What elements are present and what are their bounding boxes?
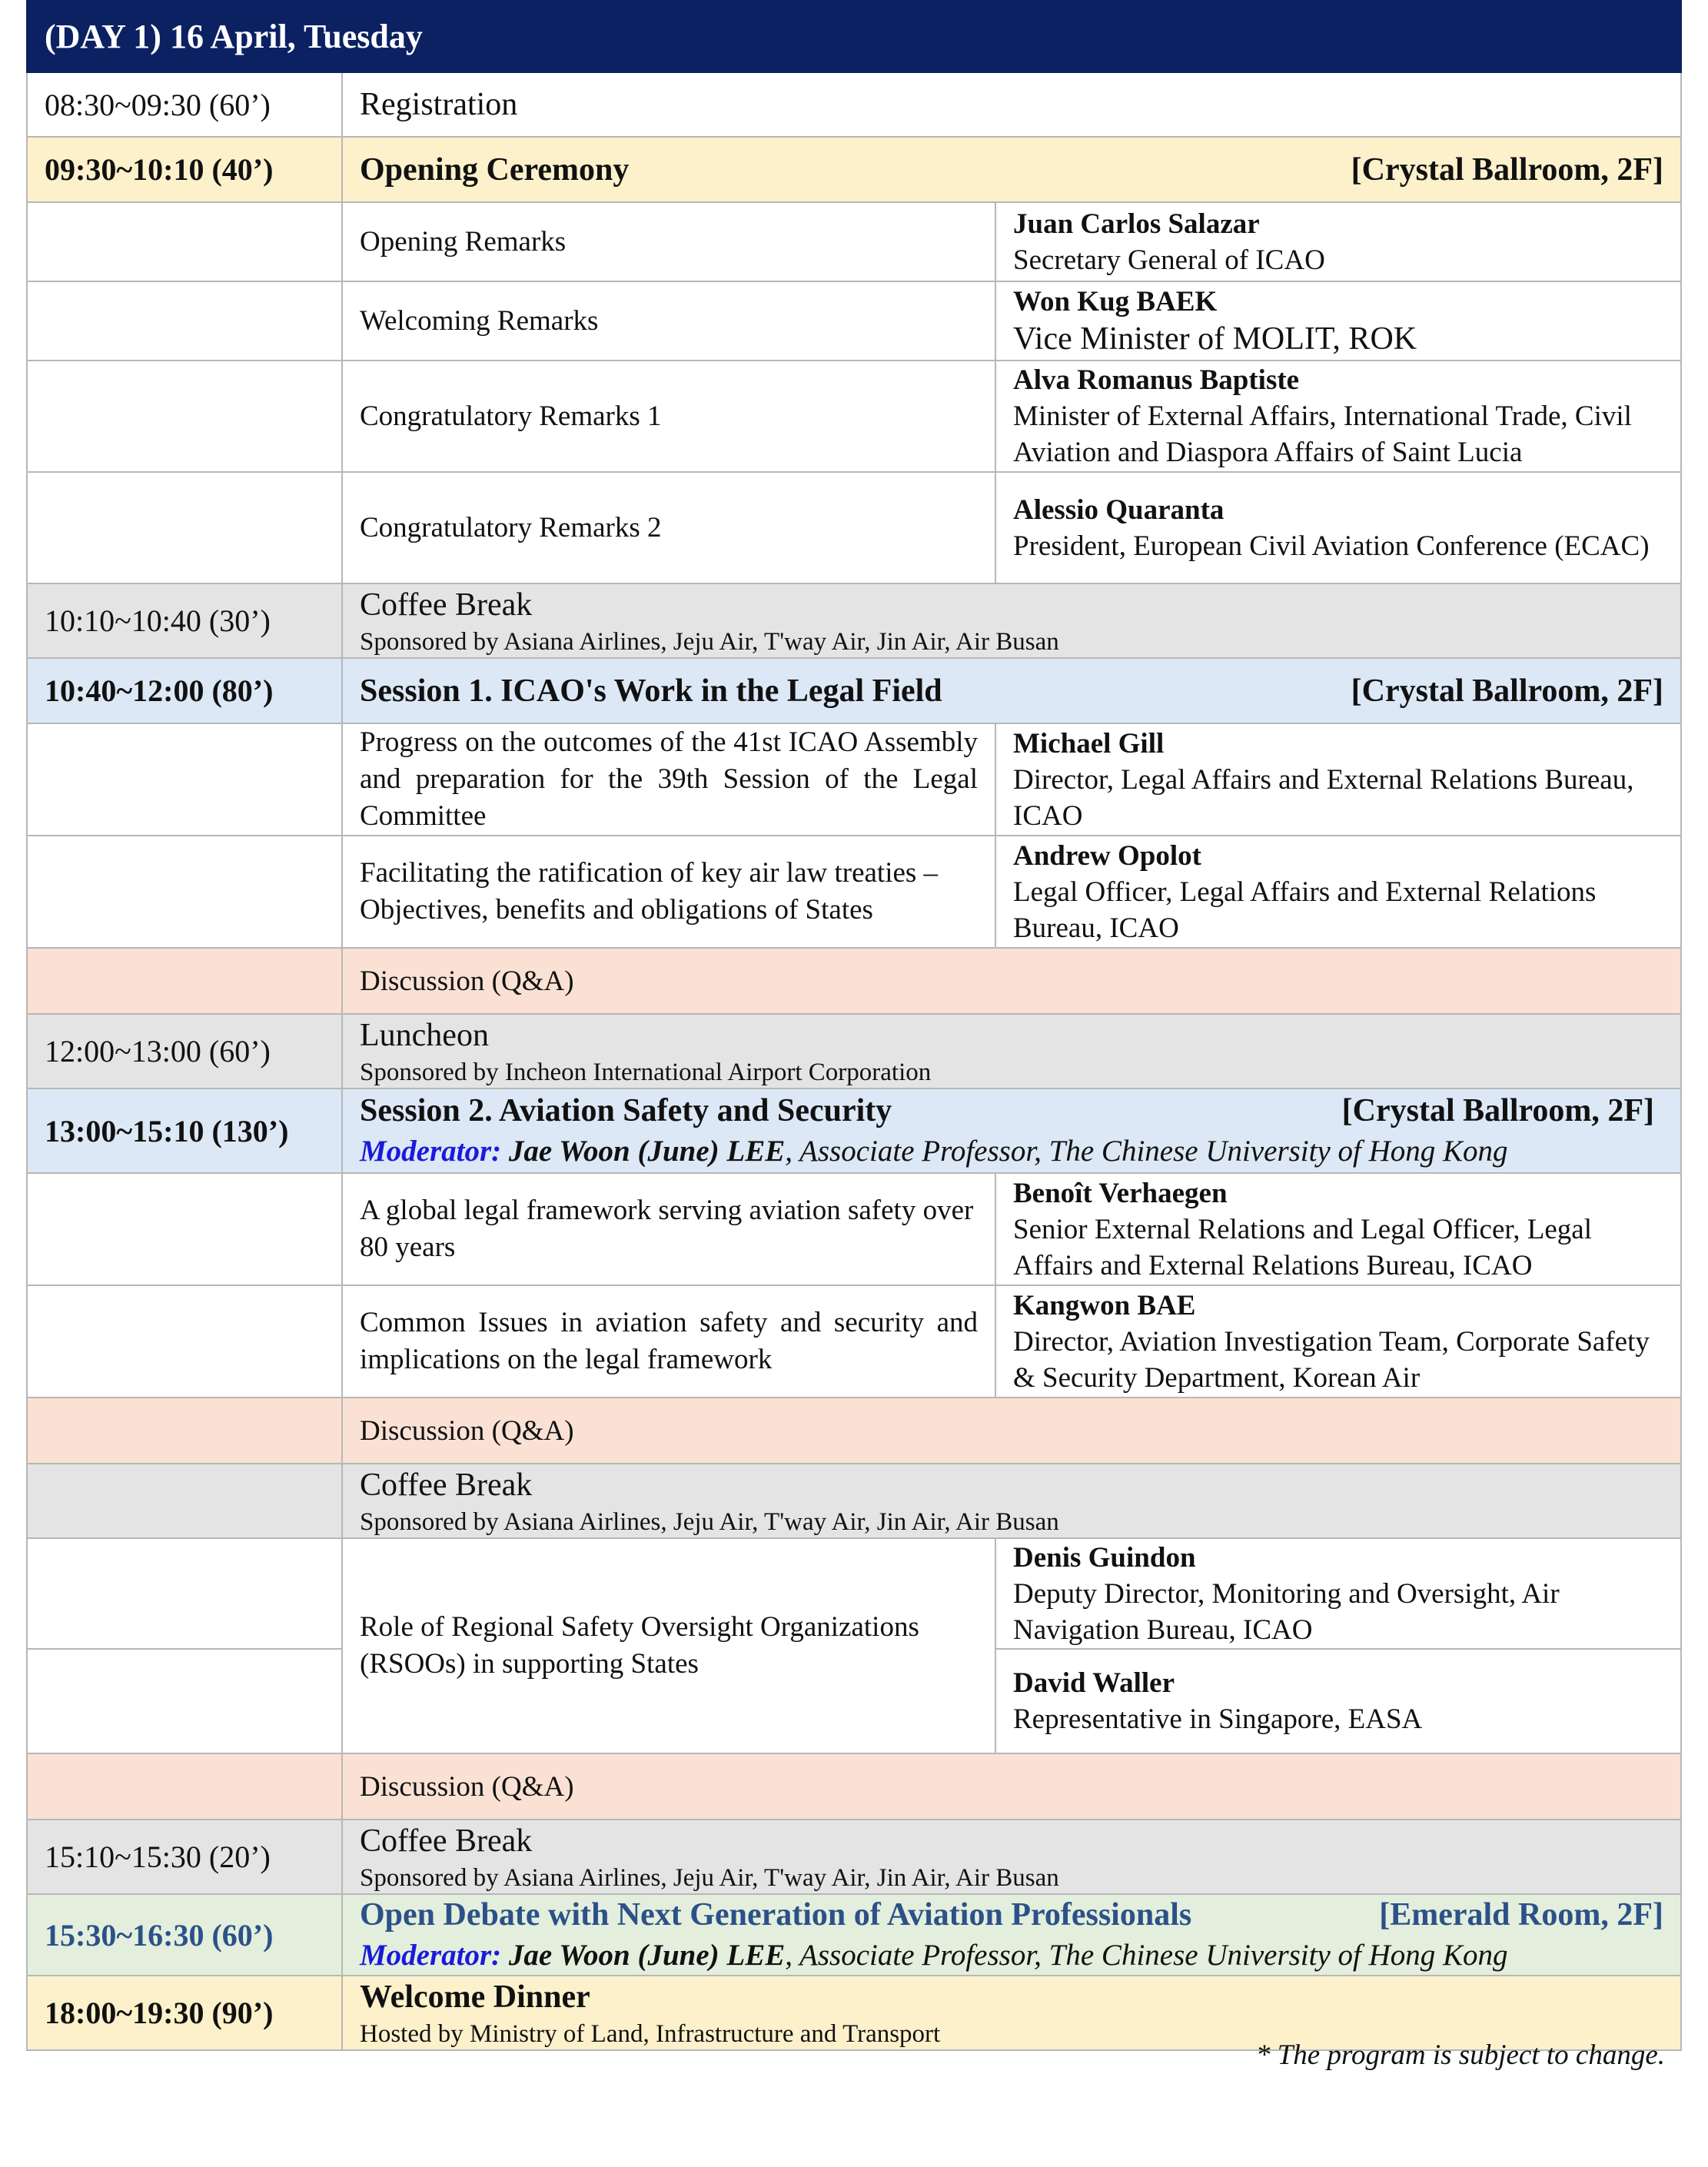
- item-title: Progress on the outcomes of the 41st ICAO Assembly and preparation for the 39th Session of the Legal Committee: [343, 724, 996, 835]
- schedule-table: [26, 0, 1682, 2051]
- speaker-cell: [996, 724, 1680, 835]
- moderator-name: Jae Woon (June) LEE: [508, 1939, 786, 1972]
- speaker-role: Deputy Director, Monitoring and Oversight, Air Navigation Bureau, ICAO: [1013, 1577, 1560, 1646]
- sponsor-text: Sponsored by Asiana Airlines, Jeju Air, T'way Air, Jin Air, Air Busan: [360, 1507, 1059, 1536]
- session-title: Session 2. Aviation Safety and Security: [360, 1093, 892, 1128]
- row-coffee-break-2: [26, 1464, 1682, 1539]
- row-opening-remarks: [26, 203, 1682, 282]
- time-cell: 13:00~15:10 (130’): [28, 1089, 343, 1172]
- row-session-1: [26, 659, 1682, 724]
- row-s1-talk-1: [26, 724, 1682, 836]
- speaker-role: Director, Aviation Investigation Team, Corporate Safety & Security Department, Korean Air: [1013, 1325, 1650, 1394]
- row-s2-discussion-2: [26, 1754, 1682, 1820]
- session-room: [Crystal Ballroom, 2F]: [1341, 1093, 1654, 1128]
- speaker-name: David Waller: [1013, 1667, 1175, 1699]
- moderator-label: Moderator:: [360, 1939, 502, 1972]
- time-cell: 15:30~16:30 (60’): [28, 1895, 343, 1975]
- speaker-name: Kangwon BAE: [1013, 1289, 1196, 1321]
- time-cell: 10:40~12:00 (80’): [28, 659, 343, 723]
- session-room: [Crystal Ballroom, 2F]: [1351, 673, 1663, 709]
- sponsor-text: Hosted by Ministry of Land, Infrastructure and Transport: [360, 2019, 941, 2048]
- footnote: * The program is subject to change.: [1255, 2039, 1665, 2071]
- speaker-role: President, European Civil Aviation Conference (ECAC): [1013, 530, 1650, 562]
- session-title-line: [360, 149, 1663, 191]
- speaker-role: Representative in Singapore, EASA: [1013, 1703, 1423, 1735]
- time-cell: 12:00~13:00 (60’): [28, 1015, 343, 1088]
- row-coffee-break-3: [26, 1820, 1682, 1895]
- row-s2-talk-3: [26, 1539, 1682, 1754]
- row-s1-talk-2: [26, 836, 1682, 949]
- speaker-cell: [996, 203, 1680, 281]
- speaker-name: Juan Carlos Salazar: [1013, 208, 1260, 240]
- row-congratulatory-2: [26, 473, 1682, 584]
- speaker-name: Benoît Verhaegen: [1013, 1177, 1228, 1209]
- event-title: Coffee Break: [360, 587, 533, 623]
- sponsor-text: Sponsored by Asiana Airlines, Jeju Air, T'way Air, Jin Air, Air Busan: [360, 627, 1059, 656]
- discussion-label: Discussion (Q&A): [360, 1770, 574, 1803]
- event-title: Coffee Break: [360, 1823, 533, 1859]
- time-cell: 18:00~19:30 (90’): [28, 1976, 343, 2049]
- moderator-line: [360, 1936, 1663, 1976]
- item-title: Role of Regional Safety Oversight Organizations (RSOOs) in supporting States: [343, 1539, 996, 1753]
- sponsor-text: Sponsored by Asiana Airlines, Jeju Air, T'way Air, Jin Air, Air Busan: [360, 1863, 1059, 1892]
- session-title: Session 1. ICAO's Work in the Legal Field: [360, 673, 942, 709]
- item-title: A global legal framework serving aviation safety over 80 years: [343, 1174, 996, 1285]
- row-session-2: [26, 1089, 1682, 1174]
- speaker-cell: [996, 1650, 1680, 1753]
- row-coffee-break-1: [26, 584, 1682, 659]
- item-title: Congratulatory Remarks 2: [343, 473, 996, 583]
- moderator-line: [360, 1132, 1663, 1172]
- moderator-role: , Associate Professor, The Chinese University of Hong Kong: [785, 1135, 1508, 1168]
- day-header: (DAY 1) 16 April, Tuesday: [26, 0, 1682, 73]
- speaker-name: Alessio Quaranta: [1013, 494, 1225, 526]
- speaker-cell: [996, 473, 1680, 583]
- speaker-role: Director, Legal Affairs and External Relations Bureau, ICAO: [1013, 763, 1634, 832]
- sponsor-text: Sponsored by Incheon International Airport Corporation: [360, 1058, 932, 1086]
- speaker-cell: [996, 1174, 1680, 1285]
- time-cell: 09:30~10:10 (40’): [28, 138, 343, 201]
- moderator-label: Moderator:: [360, 1135, 502, 1168]
- speaker-role: Secretary General of ICAO: [1013, 244, 1325, 276]
- item-title: Congratulatory Remarks 1: [343, 361, 996, 471]
- time-cell: 10:10~10:40 (30’): [28, 584, 343, 657]
- row-s2-talk-1: [26, 1174, 1682, 1286]
- time-cell: 15:10~15:30 (20’): [28, 1820, 343, 1893]
- event-title: Coffee Break: [360, 1467, 533, 1503]
- speaker-role: Legal Officer, Legal Affairs and External Relations Bureau, ICAO: [1013, 876, 1597, 944]
- event-title: Luncheon: [360, 1017, 489, 1053]
- discussion-label: Discussion (Q&A): [360, 1414, 574, 1447]
- row-s2-talk-2: [26, 1286, 1682, 1398]
- session-room: [Crystal Ballroom, 2F]: [1351, 151, 1663, 188]
- discussion-label: Discussion (Q&A): [360, 965, 574, 997]
- speaker-role: Vice Minister of MOLIT, ROK: [1013, 321, 1417, 357]
- time-cell: 08:30~09:30 (60’): [28, 73, 343, 136]
- item-title: Common Issues in aviation safety and security and implications on the legal framework: [343, 1286, 996, 1397]
- item-title: Opening Remarks: [343, 203, 996, 281]
- speaker-name: Alva Romanus Baptiste: [1013, 364, 1300, 396]
- row-open-debate: [26, 1895, 1682, 1976]
- event-title: Registration: [360, 87, 518, 122]
- row-welcoming-remarks: [26, 282, 1682, 361]
- item-title: Facilitating the ratification of key air law treaties – Objectives, benefits and obligations of States: [343, 836, 996, 947]
- speaker-name: Michael Gill: [1013, 727, 1165, 759]
- session-title-line: [360, 670, 1663, 712]
- row-opening-ceremony: [26, 138, 1682, 203]
- row-registration: [26, 73, 1682, 138]
- speaker-name: Andrew Opolot: [1013, 839, 1201, 872]
- row-luncheon: [26, 1015, 1682, 1089]
- session-title: Opening Ceremony: [360, 151, 630, 188]
- item-title: Welcoming Remarks: [343, 282, 996, 360]
- speaker-cell: [996, 1286, 1680, 1397]
- session-title: Open Debate with Next Generation of Aviation Professionals: [360, 1897, 1192, 1933]
- row-congratulatory-1: [26, 361, 1682, 473]
- moderator-role: , Associate Professor, The Chinese University of Hong Kong: [785, 1939, 1508, 1972]
- speaker-role: Senior External Relations and Legal Officer, Legal Affairs and External Relations Bureau, ICAO: [1013, 1213, 1592, 1281]
- moderator-name: Jae Woon (June) LEE: [508, 1135, 786, 1168]
- session-title-line: [360, 1894, 1663, 1936]
- row-s1-discussion: [26, 949, 1682, 1015]
- session-room: [Emerald Room, 2F]: [1379, 1897, 1663, 1933]
- row-s2-discussion-1: [26, 1398, 1682, 1464]
- speaker-role: Minister of External Affairs, International Trade, Civil Aviation and Diaspora Affairs of Saint Lucia: [1013, 400, 1632, 468]
- speaker-cell: [996, 282, 1680, 360]
- speaker-cell: [996, 1539, 1680, 1650]
- event-title: Welcome Dinner: [360, 1979, 590, 2015]
- speaker-cell: [996, 836, 1680, 947]
- session-title-line: [360, 1090, 1663, 1132]
- speaker-name: Denis Guindon: [1013, 1541, 1196, 1574]
- speaker-cell: [996, 361, 1680, 471]
- speaker-name: Won Kug BAEK: [1013, 286, 1218, 317]
